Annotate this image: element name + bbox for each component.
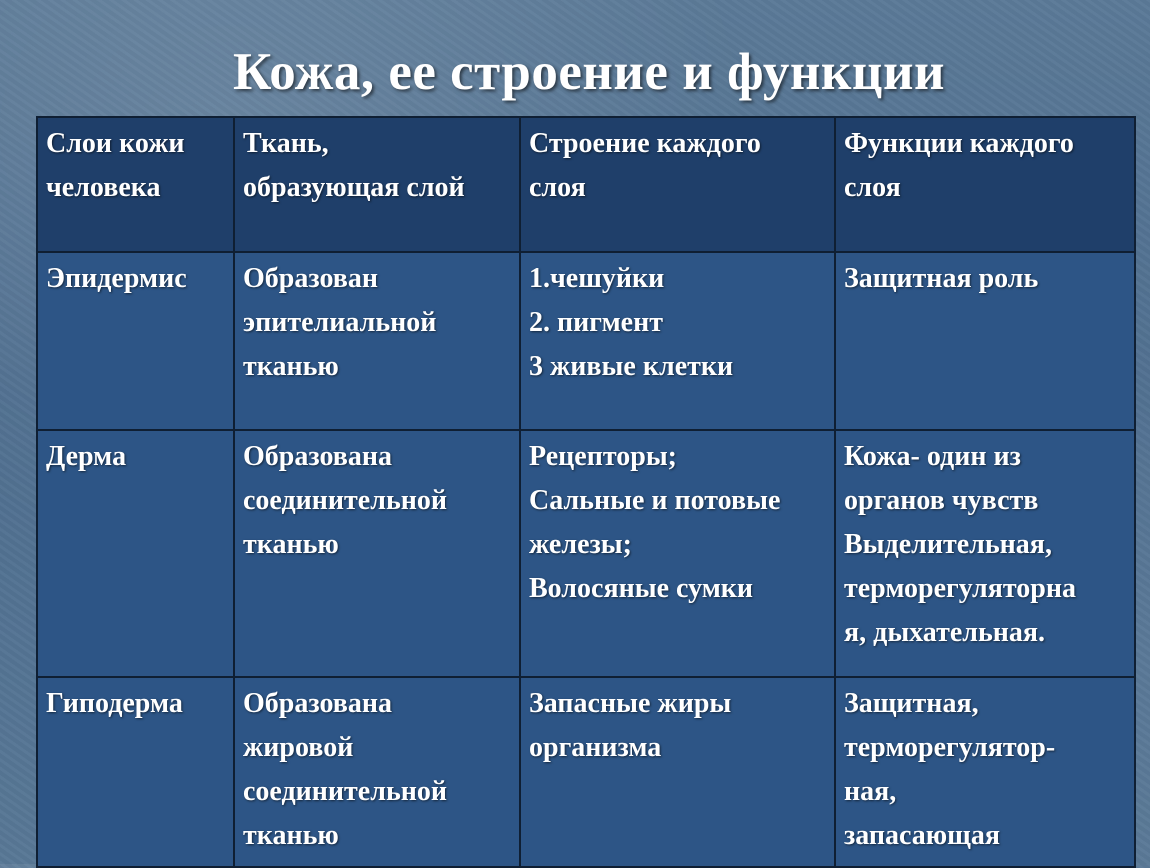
cell-line: Ткань, [243,128,329,159]
cell-layer [37,677,234,867]
cell-line: Функции каждого [844,128,1074,159]
cell-line: запасающая [844,820,1000,851]
table-row-epidermis [37,252,1135,430]
cell-line: терморегуляторна [844,573,1076,604]
cell-line: человека [46,172,161,203]
cell-line: Кожа- один из [844,441,1021,472]
cell-line: Эпидермис [46,263,187,294]
cell-line: Защитная, [844,688,979,719]
cell-line: Образована [243,688,392,719]
cell-line: 3 живые клетки [529,351,734,382]
skin-structure-table [36,116,1136,868]
cell-line: Слои кожи [46,128,185,159]
cell-line: тканью [243,820,339,851]
cell-structure [520,430,835,677]
cell-functions [835,677,1135,867]
cell-line: образующая слой [243,172,465,203]
cell-tissue [234,677,520,867]
cell-functions [835,430,1135,677]
header-cell-functions [835,117,1135,252]
cell-line: тканью [243,351,339,382]
table-header-row [37,117,1135,252]
cell-line: Волосяные сумки [529,573,754,604]
header-cell-structure [520,117,835,252]
cell-line: Образован [243,263,378,294]
cell-line: Рецепторы; [529,441,677,472]
table-row-hypodermis [37,677,1135,867]
cell-line: ная, [844,776,897,807]
cell-line: Сальные и потовые [529,485,781,516]
cell-structure [520,252,835,430]
cell-line: Выделительная, [844,529,1052,560]
cell-line: эпителиальной [243,307,437,338]
cell-line: терморегулятор- [844,732,1056,763]
cell-line: 2. пигмент [529,307,663,338]
cell-line: Запасные жиры [529,688,732,719]
cell-line: органов чувств [844,485,1039,516]
cell-structure [520,677,835,867]
cell-line: Гиподерма [46,688,183,719]
header-cell-tissue [234,117,520,252]
cell-line: организма [529,732,662,763]
cell-line: железы; [529,529,632,560]
cell-line: Дерма [46,441,127,472]
cell-line: слоя [844,172,901,203]
cell-functions [835,252,1135,430]
cell-line: Строение каждого [529,128,761,159]
cell-layer [37,430,234,677]
cell-line: Образована [243,441,392,472]
cell-layer [37,252,234,430]
slide-title: Кожа, ее строение и функции [232,43,946,101]
cell-line: Защитная роль [844,263,1039,294]
cell-line: тканью [243,529,339,560]
cell-line: соединительной [243,776,448,807]
cell-line: 1.чешуйки [529,263,665,294]
cell-line: я, дыхательная. [844,617,1046,648]
cell-line: соединительной [243,485,448,516]
cell-tissue [234,430,520,677]
cell-line: слоя [529,172,586,203]
cell-line: жировой [243,732,354,763]
header-cell-layers [37,117,234,252]
table-row-dermis [37,430,1135,677]
cell-tissue [234,252,520,430]
